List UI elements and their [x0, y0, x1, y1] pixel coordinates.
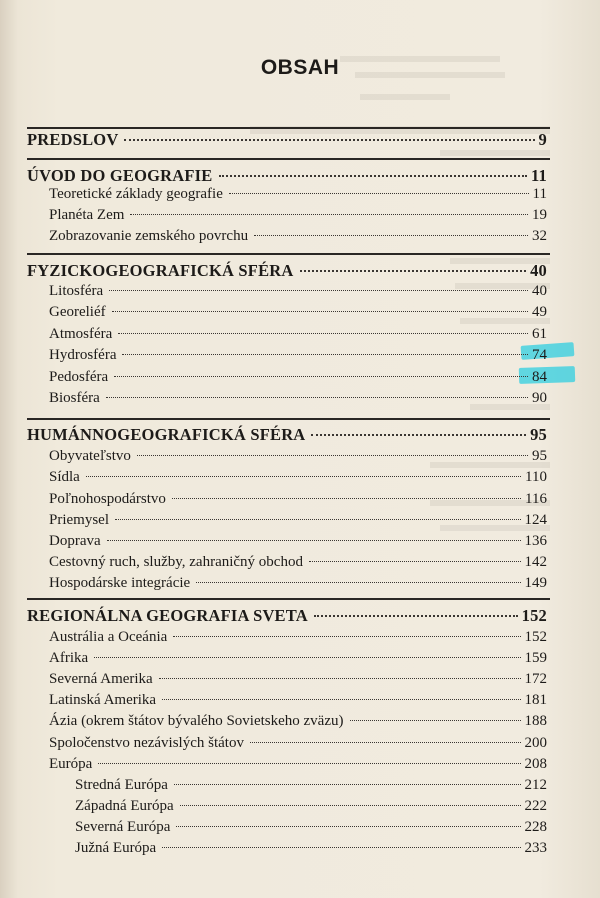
page-number: 136: [524, 533, 547, 549]
toc-item: [49, 671, 547, 688]
toc-item: [49, 186, 547, 203]
item-title: Obyvateľstvo: [49, 448, 131, 464]
dot-leader: [137, 455, 528, 456]
dot-leader: [114, 376, 528, 377]
toc-item: [49, 575, 547, 592]
dot-leader: [309, 561, 521, 562]
page-number: 200: [524, 735, 547, 751]
dot-leader: [172, 498, 521, 499]
toc-item: [49, 491, 547, 508]
toc-section: [27, 425, 547, 445]
section-title: REGIONÁLNA GEOGRAFIA SVETA: [27, 606, 308, 625]
toc-subitem: [75, 798, 547, 815]
section-title: HUMÁNNOGEOGRAFICKÁ SFÉRA: [27, 425, 306, 444]
dot-leader: [162, 699, 520, 700]
toc-section: [27, 130, 547, 150]
page-number: 124: [524, 512, 547, 528]
page-number: 19: [532, 207, 547, 223]
page-number: 188: [524, 713, 547, 729]
page-number: 90: [532, 390, 547, 406]
page-number: 159: [524, 650, 547, 666]
item-title: Teoretické základy geografie: [49, 186, 223, 202]
page-number: 40: [532, 283, 547, 299]
section-title: ÚVOD DO GEOGRAFIE: [27, 166, 213, 185]
page-number: 233: [524, 840, 547, 856]
item-title: Poľnohospodárstvo: [49, 491, 166, 507]
dot-leader: [124, 139, 534, 141]
item-title: Planéta Zem: [49, 207, 125, 223]
section-divider: [27, 158, 550, 160]
item-title: Atmosféra: [49, 326, 113, 342]
page-title: OBSAH: [260, 56, 340, 79]
toc-section: [27, 606, 547, 626]
dot-leader: [314, 615, 518, 617]
page-number: 11: [531, 166, 547, 185]
dot-leader: [109, 290, 528, 291]
dot-leader: [229, 193, 529, 194]
toc-item: [49, 304, 547, 321]
dot-leader: [174, 784, 521, 785]
page-number: 49: [532, 304, 547, 320]
page-number: 172: [524, 671, 547, 687]
page-number: 181: [524, 692, 547, 708]
dot-leader: [254, 235, 528, 236]
toc-item: [49, 756, 547, 773]
page-number: 110: [525, 469, 547, 485]
page-number: 74: [532, 347, 547, 363]
dot-leader: [118, 333, 528, 334]
dot-leader: [107, 540, 521, 541]
item-title: Hospodárske integrácie: [49, 575, 191, 591]
dot-leader: [94, 657, 520, 658]
item-title: Pedosféra: [49, 369, 109, 385]
page-number: 222: [524, 798, 547, 814]
item-title: Sídla: [49, 469, 80, 485]
toc-item: [49, 283, 547, 300]
section-divider: [27, 127, 550, 129]
item-title: Európa: [49, 756, 93, 772]
dot-leader: [176, 826, 520, 827]
page-number: 152: [521, 606, 547, 625]
item-title: Zobrazovanie zemského povrchu: [49, 228, 249, 244]
dot-leader: [112, 311, 528, 312]
dot-leader: [250, 742, 521, 743]
item-title: Litosféra: [49, 283, 104, 299]
dot-leader: [130, 214, 528, 215]
dot-leader: [311, 434, 526, 436]
dot-leader: [122, 354, 528, 355]
item-title: Austrália a Oceánia: [49, 629, 168, 645]
item-title: Hydrosféra: [49, 347, 117, 363]
toc-item: [49, 692, 547, 709]
toc-item: [49, 629, 547, 646]
dot-leader: [86, 476, 521, 477]
item-title: Biosféra: [49, 390, 100, 406]
item-title: Stredná Európa: [75, 777, 168, 793]
item-title: Južná Európa: [75, 840, 157, 856]
dot-leader: [180, 805, 521, 806]
section-title: FYZICKOGEOGRAFICKÁ SFÉRA: [27, 261, 294, 280]
dot-leader: [98, 763, 520, 764]
page-number: 228: [524, 819, 547, 835]
dot-leader: [115, 519, 521, 520]
page-number: 116: [525, 491, 547, 507]
toc-item: [49, 713, 547, 730]
page-number: 11: [532, 186, 547, 202]
dot-leader: [162, 847, 520, 848]
item-title: Priemysel: [49, 512, 109, 528]
page-number: 40: [530, 261, 547, 280]
page-number: 84: [532, 369, 547, 385]
page-number: 95: [530, 425, 547, 444]
item-title: Cestovný ruch, služby, zahraničný obchod: [49, 554, 303, 570]
item-title: Severná Európa: [75, 819, 171, 835]
page-number: 61: [532, 326, 547, 342]
dot-leader: [159, 678, 521, 679]
item-title: Latinská Amerika: [49, 692, 157, 708]
toc-subitem: [75, 819, 547, 836]
toc-item: [49, 533, 547, 550]
item-title: Západná Európa: [75, 798, 174, 814]
item-title: Afrika: [49, 650, 89, 666]
page-number: 95: [532, 448, 547, 464]
toc-item: [49, 650, 547, 667]
toc-item: [49, 228, 547, 245]
toc-item: [49, 207, 547, 224]
section-divider: [27, 253, 550, 255]
section-title: PREDSLOV: [27, 130, 119, 149]
toc-item: [49, 326, 547, 343]
item-title: Spoločenstvo nezávislých štátov: [49, 735, 244, 751]
toc-subitem: [75, 777, 547, 794]
dot-leader: [219, 175, 528, 177]
toc-section: [27, 166, 547, 186]
page-number: 142: [524, 554, 547, 570]
page-number: 32: [532, 228, 547, 244]
dot-leader: [300, 270, 527, 272]
page-number: 152: [524, 629, 547, 645]
page-number: 9: [538, 130, 547, 149]
page-number: 208: [524, 756, 547, 772]
item-title: Ázia (okrem štátov bývalého Sovietskeho zväzu): [49, 713, 344, 729]
section-divider: [27, 598, 550, 600]
item-title: Georeliéf: [49, 304, 106, 320]
dot-leader: [350, 720, 521, 721]
item-title: Severná Amerika: [49, 671, 153, 687]
toc-item: [49, 347, 547, 364]
toc-item: [49, 554, 547, 571]
toc-item: [49, 369, 547, 386]
dot-leader: [106, 397, 528, 398]
dot-leader: [173, 636, 520, 637]
page-number: 149: [524, 575, 547, 591]
toc-section: [27, 261, 547, 281]
toc-item: [49, 448, 547, 465]
toc-subitem: [75, 840, 547, 857]
item-title: Doprava: [49, 533, 101, 549]
page-number: 212: [524, 777, 547, 793]
dot-leader: [196, 582, 520, 583]
toc-item: [49, 469, 547, 486]
toc-item: [49, 735, 547, 752]
section-divider: [27, 418, 550, 420]
toc-item: [49, 390, 547, 407]
toc-item: [49, 512, 547, 529]
